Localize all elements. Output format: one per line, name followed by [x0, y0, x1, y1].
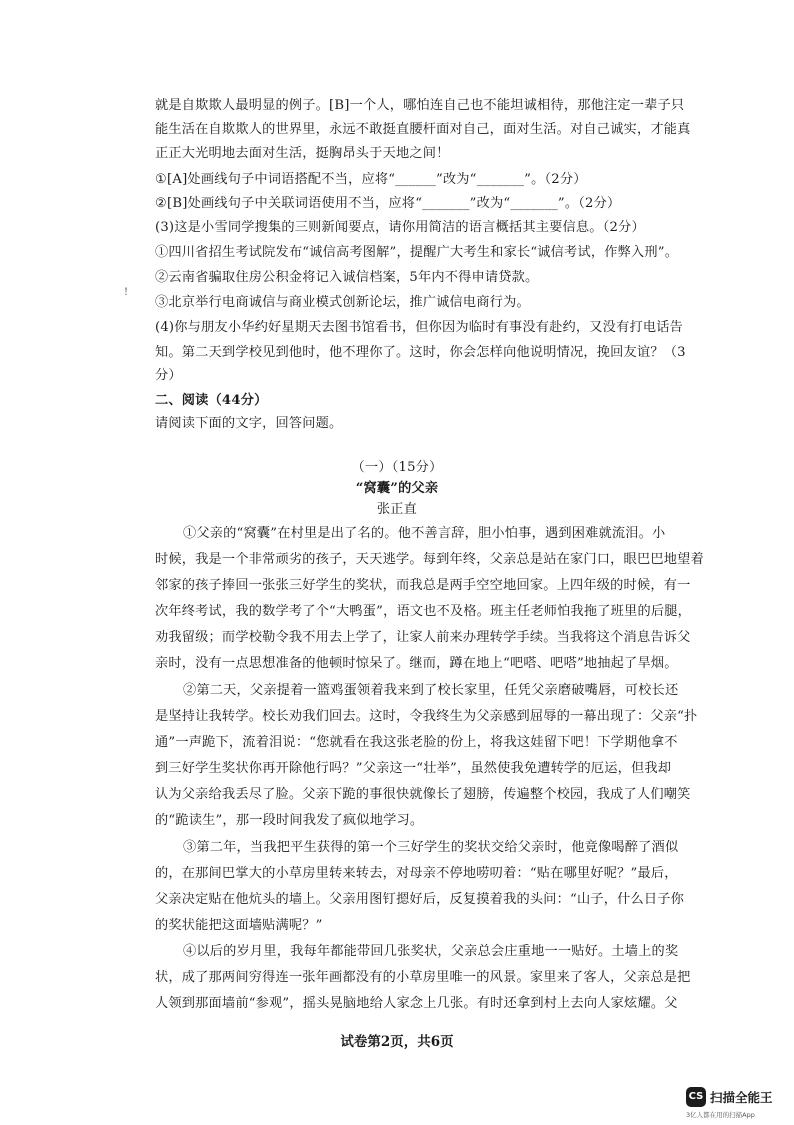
paragraph-line: ③第二年，当我把平生获得的第一个三好学生的奖状交给父亲时，他竟像喝醉了酒似	[183, 840, 679, 855]
paragraph-line: 次年终考试，我的数学考了个“大鸭蛋”，语文也不及格。班主任老师怕我拖了班里的后腿，	[155, 604, 691, 619]
question-3: (3)这是小雪同学搜集的三则新闻要点，请你用简洁的语言概括其主要信息。（2分）	[155, 220, 645, 235]
text-line: 正正大光明地去面对生活，挺胸昂头于天地之间！	[155, 146, 450, 161]
instruction: 请阅读下面的文字，回答问题。	[155, 416, 343, 431]
news-item-1: ①四川省招生考试院发布“诚信高考图解”，提醒广大考生和家长“诚信考试，作弊入刑”。	[155, 245, 679, 260]
passage-title: “窝囊”的父亲	[355, 481, 439, 496]
paragraph-line: 邻家的孩子捧回一张张三好学生的奖状，而我总是两手空空地回家。上四年级的时候，有一	[155, 578, 691, 593]
scanner-app-name: 扫描全能王	[710, 1090, 773, 1105]
section-heading: 二、阅读（44分）	[155, 393, 268, 408]
scanner-tagline: 3亿人都在用的扫描App	[686, 1111, 755, 1119]
paragraph-line: 的“跪读生”，那一段时间我发了疯似地学习。	[155, 813, 424, 828]
passage-number: （一）（15分）	[351, 460, 443, 475]
paragraph-line: 到三好学生奖状你再开除他行吗？”父亲这一“壮举”，虽然使我免遭转学的厄运，但我却	[155, 761, 672, 776]
question-4: (4)你与朋友小华约好星期天去图书馆看书，但你因为临时有事没有赴约，又没有打电话告	[155, 320, 684, 335]
paragraph-line: ①父亲的“窝囊”在村里是出了名的。他不善言辞，胆小怕事，遇到困难就流泪。小	[183, 526, 666, 541]
text-line: 能生活在自欺欺人的世界里，永远不敢挺直腰杆面对自己，面对生活。对自己诚实，才能真	[155, 122, 691, 137]
text-line: 知。第二天到学校见到他时，他不理你了。这时，你会怎样向他说明情况，挽回友谊？（3	[155, 345, 686, 360]
question-1: ①[A]处画线句子中词语搭配不当，应将“______”改为“_______”。（2分）	[155, 172, 587, 187]
paragraph-line: 人领到那面墙前“参观”，摇头晃脑地给人家念上几张。有时还拿到村上去向人家炫耀。父	[155, 996, 678, 1011]
text-line: 就是自欺欺人最明显的例子。[B]一个人，哪怕连自己也不能坦诚相待，那他注定一辈子只	[155, 98, 685, 113]
paragraph-line: 通”一声跪下，流着泪说：“您就看在我这张老脸的份上，将我这娃留下吧！下学期他拿不	[155, 735, 678, 750]
paragraph-line: 的，在那间巴掌大的小草房里转来转去，对母亲不停地唠叨着：“贴在哪里好呢？”最后，	[155, 866, 678, 881]
question-2: ②[B]处画线句子中关联词语使用不当，应将“_______”改为“_______”。（2分）	[155, 196, 621, 211]
text-line: 分）	[155, 368, 182, 383]
paragraph-line: 状，成了那两间穷得连一张年画都没有的小草房里唯一的风景。家里来了客人，父亲总是把	[155, 970, 691, 985]
passage-author: 张正直	[376, 502, 418, 517]
paragraph-line: ④以后的岁月里，我每年都能带回几张奖状，父亲总会庄重地一一贴好。土墙上的奖	[183, 944, 679, 959]
margin-mark: !	[124, 287, 129, 298]
paragraph-line: 的奖状能把这面墙贴满呢？”	[155, 918, 323, 933]
paragraph-line: 父亲决定贴在他炕头的墙上。父亲用图钉摁好后，反复摸着我的头问：“山子，什么日子你	[155, 892, 685, 907]
camscanner-logo-icon: CS	[686, 1087, 706, 1107]
paragraph-line: ②第二天，父亲提着一篮鸡蛋领着我来到了校长家里，任凭父亲磨破嘴唇，可校长还	[183, 683, 679, 698]
news-item-2: ②云南省骗取住房公积金将记入诚信档案，5年内不得申请贷款。	[155, 270, 539, 285]
paragraph-line: 亲时，没有一点思想准备的他顿时惊呆了。继而，蹲在地上“吧嗒、吧嗒”地抽起了旱烟。	[155, 656, 678, 671]
paragraph-line: 认为父亲给我丢尽了脸。父亲下跪的事很快就像长了翅膀，传遍整个校园，我成了人们嘲笑	[155, 787, 691, 802]
news-item-3: ③北京举行电商诚信与商业模式创新论坛，推广诚信电商行为。	[155, 295, 530, 310]
paragraph-line: 劝我留级；而学校勒令我不用去上学了，让家人前来办理转学手续。当我将这个消息告诉父	[155, 630, 691, 645]
paragraph-line: 时候，我是一个非常顽劣的孩子，天天逃学。每到年终，父亲总是站在家门口，眼巴巴地望着	[155, 552, 704, 567]
page-footer: 试卷第2页，共6页	[340, 1034, 454, 1050]
paragraph-line: 是坚持让我转学。校长劝我们回去。这时，令我终生为父亲感到屈辱的一幕出现了：父亲“扑	[155, 709, 698, 724]
